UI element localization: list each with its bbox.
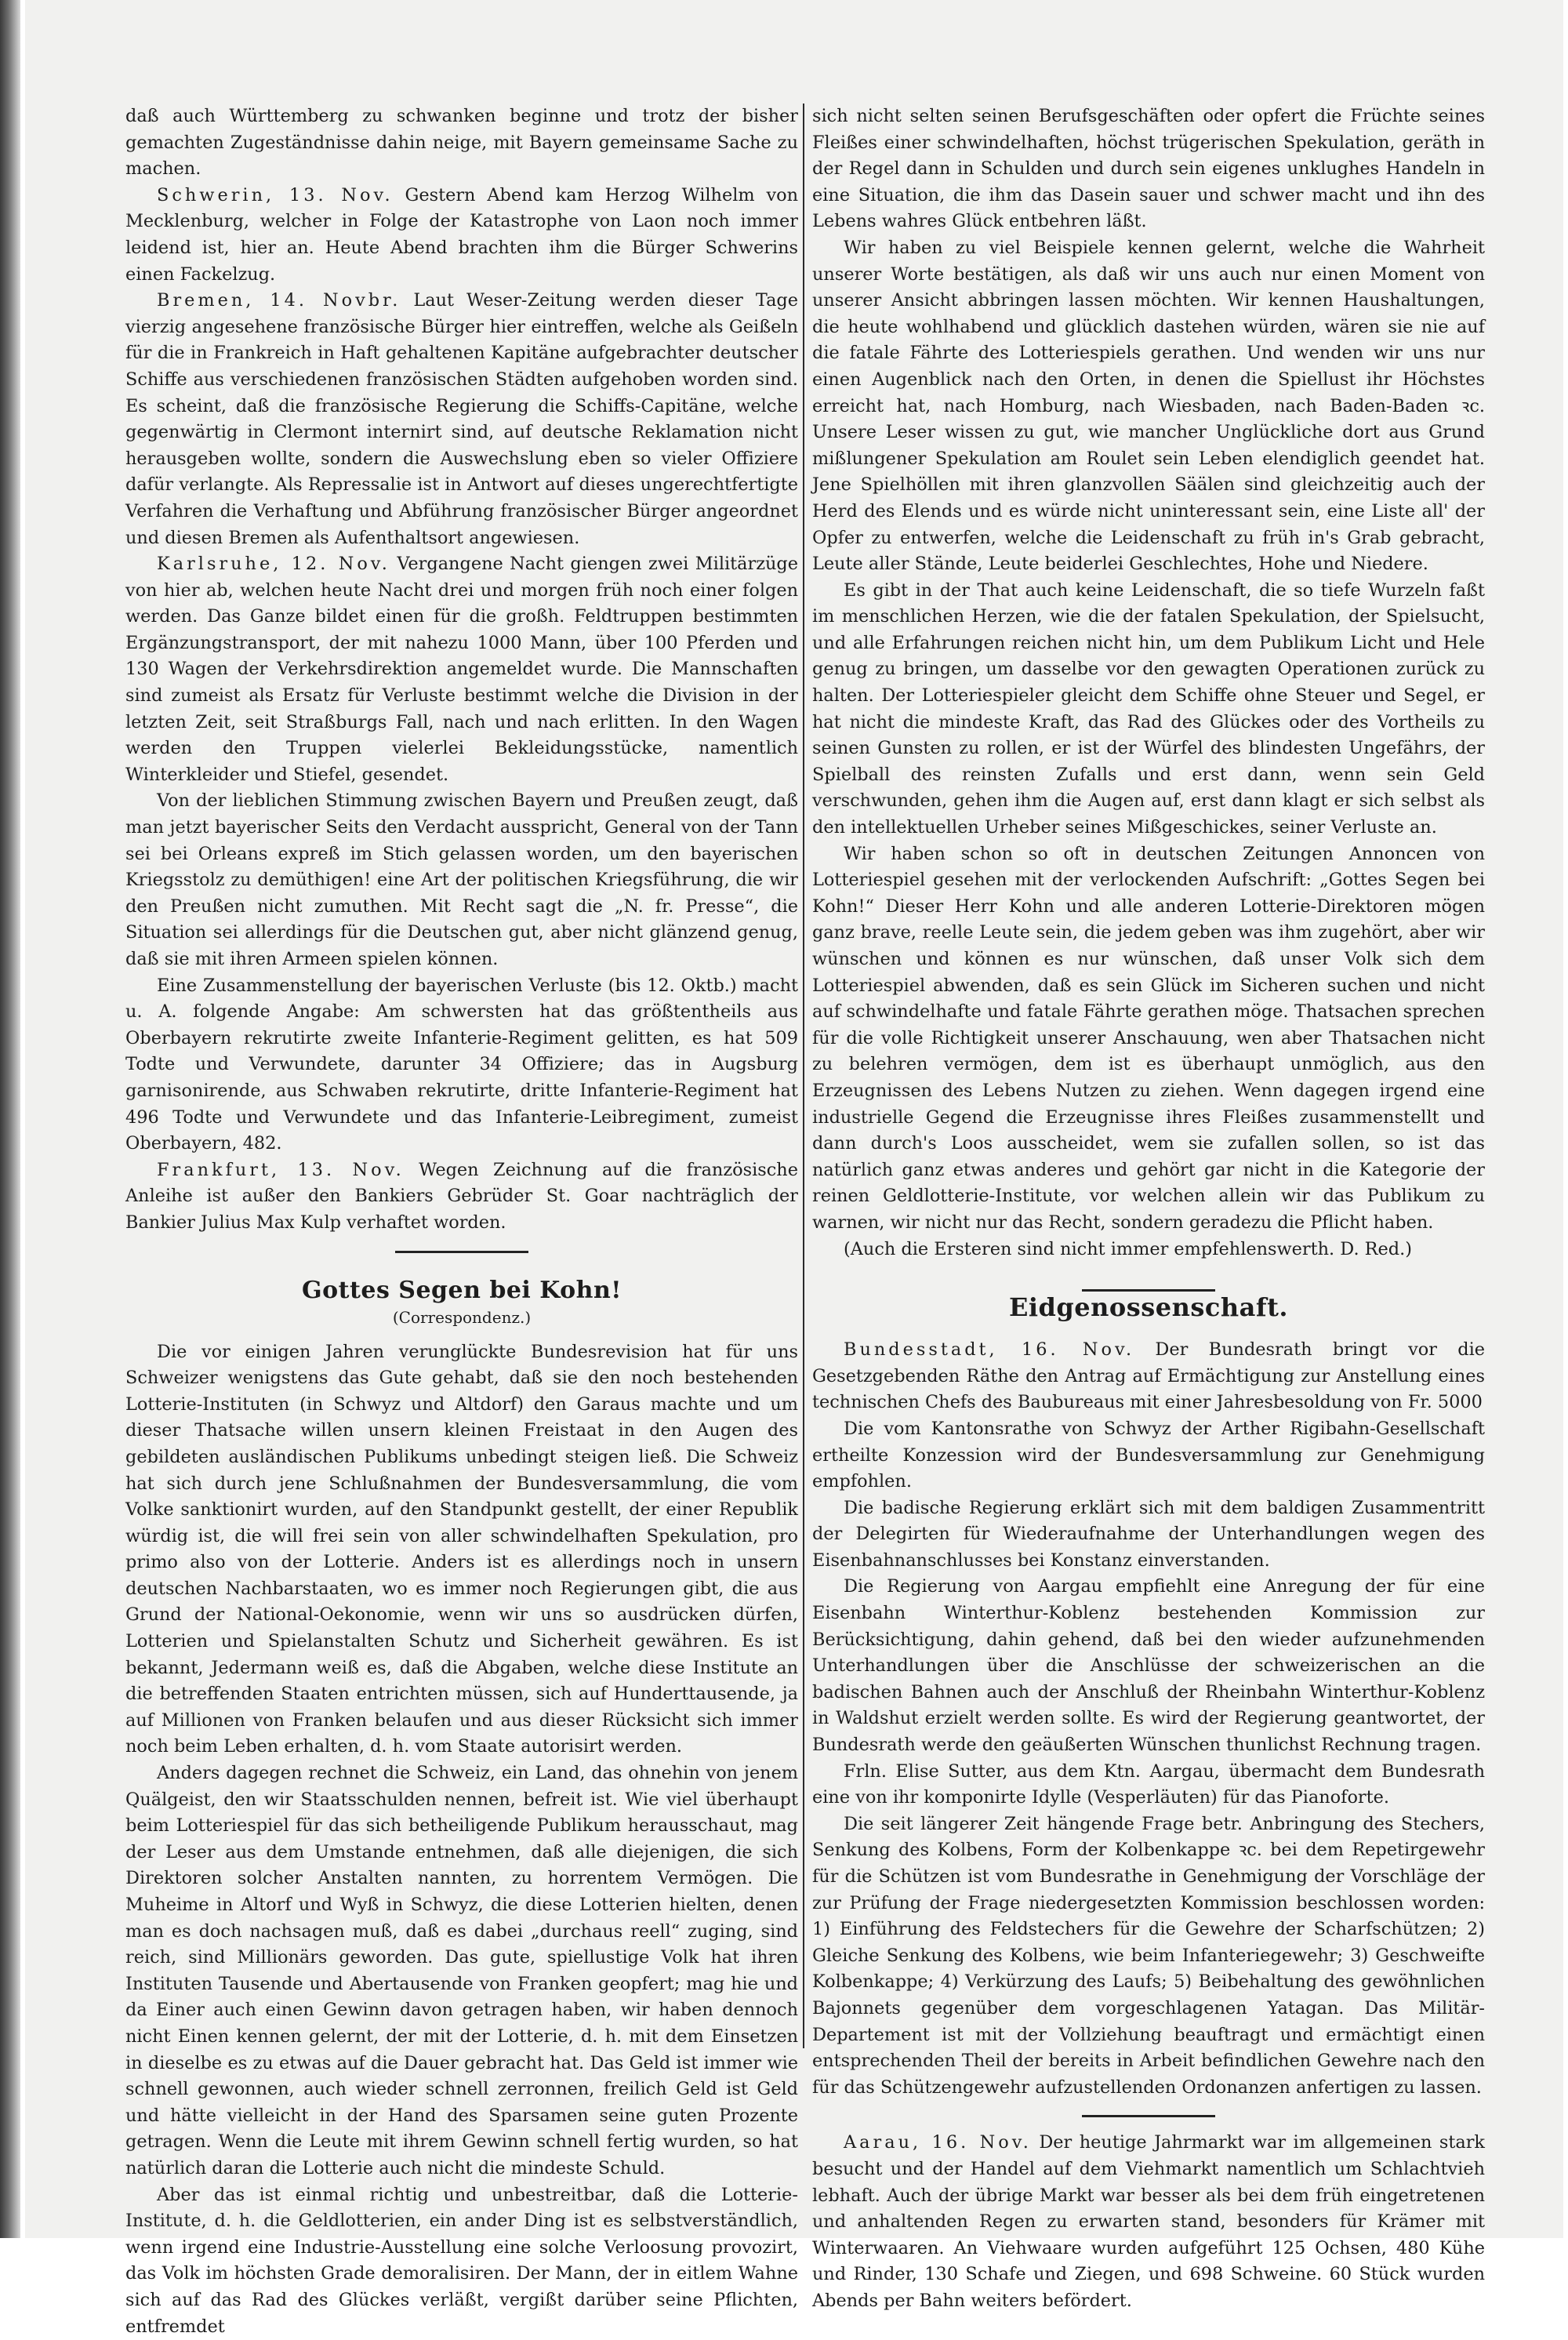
news-text: Wegen Zeichnung auf die französische Anleihe ist außer den Bankiers Gebrüder St. Goar nachträglich der Bankier Julius Max Kulp verhaftet worden. xyxy=(125,1159,798,1233)
article-title: Gottes Segen bei Kohn! xyxy=(302,1276,622,1304)
section-divider xyxy=(395,1251,528,1253)
paragraph: Die Regierung von Aargau empfiehlt eine Anregung der für eine Eisenbahn Winterthur-Koblenz bestehenden Kommission zur Berücksichtigung, dahin gehend, daß bei den wieder aufzunehmenden Unterhandlungen über die Anschlüsse der schweizerischen an die badischen Bahnen auch der Anschluß der Rheinbahn Winterthur-Koblenz in Waldshut erzielt werden sollte. Es wird der Regierung geantwortet, der Bundesrath werde den geäußerten Wünschen thunlichst Rechnung tragen. xyxy=(812,1576,1485,1756)
dateline: Karlsruhe, 12. Nov. xyxy=(157,554,390,575)
news-item-frankfurt xyxy=(125,1157,798,1237)
news-item-karlsruhe xyxy=(125,551,798,788)
paragraph: sich nicht selten seinen Berufsgeschäften oder opfert die Früchte seines Fleißes einer schwindelhaften, höchst trügerischen Spekulation, geräth in der Regel dann in Schulden und durch sein eigenes unklughes Handeln in eine Situation, die ihm das Dasein sauer und schwer macht und ihn des Lebens wahres Glück entbehren läßt. xyxy=(812,106,1485,232)
paragraph: Die seit längerer Zeit hängende Frage betr. Anbringung des Stechers, Senkung des Kolbens, Form der Kolbenkappe ꝛc. bei dem Repetirgewehr für die Schützen ist vom Bundesrathe in Genehmigung der Vorschläge der zur Prüfung der Frage niedergesetzten Kommission beschlossen worden: 1) Einführung des Feldstechers für die Gewehre der Scharfschützen; 2) Gleiche Senkung des Kolbens, wie beim Infanteriegewehr; 3) Geschweifte Kolbenkappe; 4) Verkürzung des Laufs; 5) Beibehaltung des gewöhnlichen Bajonnets gegenüber dem vorgeschlagenen Yatagan. Das Militär-Departement ist mit der Vollziehung beauftragt und ermächtigt einen entsprechenden Theil der bereits in Arbeit befindlichen Gewehre nach den für das Schützengewehr aufzustellenden Ordonanzen anfertigen zu lassen. xyxy=(812,1813,1485,2098)
dateline: Schwerin, 13. Nov. xyxy=(157,184,394,205)
dateline: Bundesstadt, 16. Nov. xyxy=(844,1339,1135,1361)
paragraph: Die vor einigen Jahren verunglückte Bundesrevision hat für uns Schweizer wenigstens das Gute gehabt, daß sie den noch bestehenden Lotterie-Instituten (in Schwyz und Altdorf) den Garaus machte und um dieser Thatsache willen unsern kleinen Freistaat in den Augen des gebildeten ausländischen Publikums unbedingt steigen ließ. Die Schweiz hat sich durch jene Schlußnahmen der Bundesversammlung, die vom Volke sanktionirt wurden, auf den Standpunkt gestellt, der einer Republik würdig ist, die will frei sein von aller schwindelhaften Spekulation, pro primo also von der Lotterie. Anders ist es allerdings noch in unsern deutschen Nachbarstaaten, wo es immer noch Regierungen gibt, die aus Grund der National-Oekonomie, wenn wir uns so ausdrücken dürfen, Lotterien und Spielanstalten Schutz und Sicherheit gewähren. Es ist bekannt, Jedermann weiß es, daß die Abgaben, welche diese Institute an die betreffenden Staaten entrichten müssen, sich auf Hunderttausende, ja auf Millionen von Franken belaufen und aus dieser Rücksicht sich immer noch beim Leben erhalten, d. h. vom Staate autorisirt werden. xyxy=(125,1341,798,1757)
paragraph: Wir haben zu viel Beispiele kennen gelernt, welche die Wahrheit unserer Worte bestätigen, als daß wir uns auch nur einen Moment von unserer Ansicht abbringen lassen möchten. Wir kennen Haushaltungen, die heute wohlhabend und glücklich dastehen würden, wären sie nie auf die fatale Fährte des Lotteriespiels gerathen. Und wenden wir uns nur einen Augenblick nach den Orten, in denen die Spiellust ihr Höchstes erreicht hat, nach Homburg, nach Wiesbaden, nach Baden-Baden ꝛc. Unsere Leser wissen zu gut, wie mancher Unglückliche dort aus Grund mißlungener Spekulation am Roulet sein Leben elendiglich geendet hat. Jene Spielhöllen mit ihren glanzvollen Säälen sind gleichzeitig auch der Herd des Elends und es würde nicht uninteressant sein, eine Liste all' der Opfer zu entwerfen, welche die Leidenschaft zu früh in's Grab gebracht, Leute aller Stände, Leute beiderlei Geschlechtes, Hohe und Niedere. xyxy=(812,237,1485,575)
paragraph: Aber das ist einmal richtig und unbestreitbar, daß die Lotterie-Institute, d. h. die Geldlotterien, ein ander Ding ist es selbstverständlich, wenn irgend eine Industrie-Ausstellung eine solche Verloosung provozirt, das Volk im höchsten Grade demoralisiren. Der Mann, der in eitlem Wahne sich auf das Rad des Glückes verläßt, vergißt darüber seine Pflichten, entfremdet xyxy=(125,2184,798,2337)
paragraph: Eine Zusammenstellung der bayerischen Verluste (bis 12. Oktb.) macht u. A. folgende Angabe: Am schwersten hat das größtentheils aus Oberbayern rekrutirte zweite Infanterie-Regiment gelitten, es hat 509 Todte und Verwundete, darunter 34 Offiziere; das in Augsburg garnisonirende, aus Schwaben rekrutirte, dritte Infanterie-Regiment hat 496 Todte und Verwundete und das Infanterie-Leibregiment, zumeist Oberbayern, 482. xyxy=(125,975,798,1154)
right-column xyxy=(812,104,1485,2315)
paragraph: Wir haben schon so oft in deutschen Zeitungen Annoncen von Lotteriespiel gesehen mit der verlockenden Aufschrift: „Gottes Segen bei Kohn!“ Dieser Herr Kohn und alle anderen Lotterie-Direktoren mögen ganz brave, reelle Leute sein, die jedem geben was ihm zugehört, aber wir wünschen und können es nur wünschen, daß unser Volk sich dem Lotteriespiel abwenden, daß es sein Glück im Sicheren suchen und nicht auf schwindelhafte und fatale Fährte gerathen möge. Thatsachen sprechen für die volle Richtigkeit unserer Anschauung, wen aber Thatsachen nicht zu belehren vermögen, dem ist es überhaupt unmöglich, aus den Erzeugnissen des Lebens Nutzen zu ziehen. Wenn dagegen irgend eine industrielle Gegend die Erzeugnisse ihres Fleißes zusammenstellt und dann durch's Loos ausscheidet, wem sie zufallen sollen, so ist das natürlich ganz etwas anderes und gehört gar nicht in die Kategorie der reinen Geldlotterie-Institute, vor welchen allein wir das Publikum zu warnen, wir nicht nur das Recht, sondern geradezu die Pflicht haben. xyxy=(812,843,1485,1233)
section-title: Eidgenossenschaft. xyxy=(1008,1292,1289,1323)
news-item-aarau xyxy=(812,2130,1485,2314)
paragraph: daß auch Württemberg zu schwanken beginne und trotz der bisher gemachten Zugeständnisse dahin neige, mit Bayern gemeinsame Sache zu machen. xyxy=(125,106,798,180)
news-text: Laut Weser-Zeitung werden dieser Tage vierzig angesehene französische Bürger hier eintreffen, welche als Geißeln für die in Frankreich in Haft gehaltenen Kapitäne aufgebrachter deutscher Schiffe aus verschiedenen französischen Städten aufgehoben worden sind. Es scheint, daß die französische Regierung die Schiffs-Capitäne, welche gegenwärtig in Clermont internirt sind, auf deutsche Reklamation nicht herausgeben wollte, sondern die Auswechslung eben so vieler Offiziere dafür verlangte. Als Repressalie ist in Antwort auf dieses ungerechtfertigte Verfahren die Verhaftung und Abführung französischer Bürger angeordnet und diesen Bremen als Aufenthaltsort angewiesen. xyxy=(125,290,798,548)
dateline: Bremen, 14. Novbr. xyxy=(157,290,401,311)
paragraph: Es gibt in der That auch keine Leidenschaft, die so tiefe Wurzeln faßt im menschlichen Herzen, wie die der fatalen Spekulation, der Spielsucht, und alle Erfahrungen reichen nicht hin, um dem Publikum Licht und Hele genug zu bringen, um dasselbe vor den gewagten Operationen zurück zu halten. Der Lotteriespieler gleicht dem Schiffe ohne Steuer und Segel, er hat nicht die mindeste Kraft, das Rad des Glückes oder des Vortheils zu seinen Gunsten zu rollen, er ist der Würfel des blindesten Ungefährs, der Spielball des reinsten Zufalls und erst dann, wenn sein Geld verschwunden, gehen ihm die Augen auf, erst dann klagt er sich selbst als den intellektuellen Urheber seines Mißgeschickes, seiner Verluste an. xyxy=(812,580,1485,838)
news-text: Der Bundesrath bringt vor die Gesetzgebenden Räthe den Antrag auf Ermächtigung zur Anstellung eines technischen Chefs des Baubureaus mit einer Jahresbesoldung von Fr. 5000 xyxy=(812,1339,1485,1413)
scan-edge xyxy=(0,0,20,2238)
paragraph: Anders dagegen rechnet die Schweiz, ein Land, das ohnehin von jenem Quälgeist, den wir Staatsschulden nennen, befreit ist. Wie viel überhaupt beim Lotteriespiel für das sich betheiligende Publikum herausschaut, mag der Leser aus dem Umstande entnehmen, daß alle diejenigen, die sich Direktoren solcher Anstalten nannten, zu horrentem Vermögen. Die Muheime in Altorf und Wyß in Schwyz, die diese Lotterien hielten, denen man es doch nachsagen muß, daß es dabei „durchaus reell“ zuging, sind reich, sind Millionärs geworden. Das gute, spiellustige Volk hat ihren Instituten Tausende und Abertausende von Franken geopfert; mag hie und da Einer auch einen Gewinn davon getragen haben, wir haben dennoch nicht Einen kennen gelernt, der mit der Lotterie, d. h. mit dem Einsetzen in dieselbe es zu etwas auf die Dauer gebracht hat. Das Geld ist immer wie schnell gewonnen, auch wieder schnell zerronnen, freilich Geld ist Geld und hätte vielleicht in der Hand des Sparsamen seine guten Prozente getragen. Wenn die Leute mit ihrem Gewinn schnell fertig wurden, so hat natürlich daran die Lotterie auch nicht die mindeste Schuld. xyxy=(125,1763,798,2178)
editor-note: (Auch die Ersteren sind nicht immer empfehlenswerth. D. Red.) xyxy=(844,1238,1412,1259)
column-rule xyxy=(803,104,804,2048)
paragraph: Von der lieblichen Stimmung zwischen Bayern und Preußen zeugt, daß man jetzt bayerischer Seits den Verdacht ausspricht, General von der Tann sei bei Orleans expreß im Stich gelassen worden, um den bayerischen Kriegsstolz zu demüthigen! eine Art der politischen Kriegsführung, die wir den Preußen nicht zumuthen. Mit Recht sagt die „N. fr. Presse“, die Situation sei allerdings für die Deutschen gut, aber nicht glänzend genug, daß sie mit ihren Armeen spielen können. xyxy=(125,790,798,969)
paragraph: Frln. Elise Sutter, aus dem Ktn. Aargau, übermacht dem Bundesrath eine von ihr komponirte Idylle (Vesperläuten) für das Pianoforte. xyxy=(812,1760,1485,1808)
section-divider xyxy=(1082,2115,1215,2117)
news-text: Gestern Abend kam Herzog Wilhelm von Mecklenburg, welcher in Folge der Katastrophe von Laon noch immer leidend ist, hier an. Heute Abend brachten ihm die Bürger Schwerins einen Fackelzug. xyxy=(125,184,799,285)
news-item-bundesstadt xyxy=(812,1337,1485,1416)
left-column xyxy=(125,104,798,2340)
paragraph: Die badische Regierung erklärt sich mit dem baldigen Zusammentritt der Delegirten für Wiederaufnahme der Unterhandlungen wegen des Eisenbahnanschlusses bei Konstanz einverstanden. xyxy=(812,1497,1485,1571)
news-item-schwerin xyxy=(125,183,798,288)
dateline: Frankfurt, 13. Nov. xyxy=(157,1159,405,1180)
news-text: Der heutige Jahrmarkt war im allgemeinen stark besucht und der Handel auf dem Viehmarkt namentlich um Schlachtvieh lebhaft. Auch der übrige Markt war besser als bei dem früh eingetretenen und anhaltenden Regen zu erwarten stand, besonders für Krämer mit Winterwaaren. An Viehwaare wurden aufgeführt 125 Ochsen, 480 Kühe und Rinder, 130 Schafe und Ziegen, und 698 Schweine. 60 Stück wurden Abends per Bahn weiters befördert. xyxy=(812,2132,1485,2311)
paragraph: Die vom Kantonsrathe von Schwyz der Arther Rigibahn-Gesellschaft ertheilte Konzession wird der Bundesversammlung zur Genehmigung empfohlen. xyxy=(812,1418,1485,1492)
news-item-bremen xyxy=(125,288,798,551)
article-subtitle: (Correspondenz.) xyxy=(392,1307,532,1327)
dateline: Aarau, 16. Nov. xyxy=(844,2132,1032,2153)
news-text: Vergangene Nacht giengen zwei Militärzüge von hier ab, welchen heute Nacht drei und morgen früh noch einer folgen werden. Das Ganze bildet einen für die großh. Feldtruppen bestimmten Ergänzungstransport, der mit nahezu 1000 Mann, über 100 Pferden und 130 Wagen der Verkehrsdirektion angemeldet wurde. Die Mannschaften sind zumeist als Ersatz für Verluste bestimmt welche die Division in der letzten Zeit, seit Straßburgs Fall, nach und nach erlitten. In den Wagen werden den Truppen vielerlei Bekleidungsstücke, namentlich Winterkleider und Stiefel, gesendet. xyxy=(125,554,798,785)
